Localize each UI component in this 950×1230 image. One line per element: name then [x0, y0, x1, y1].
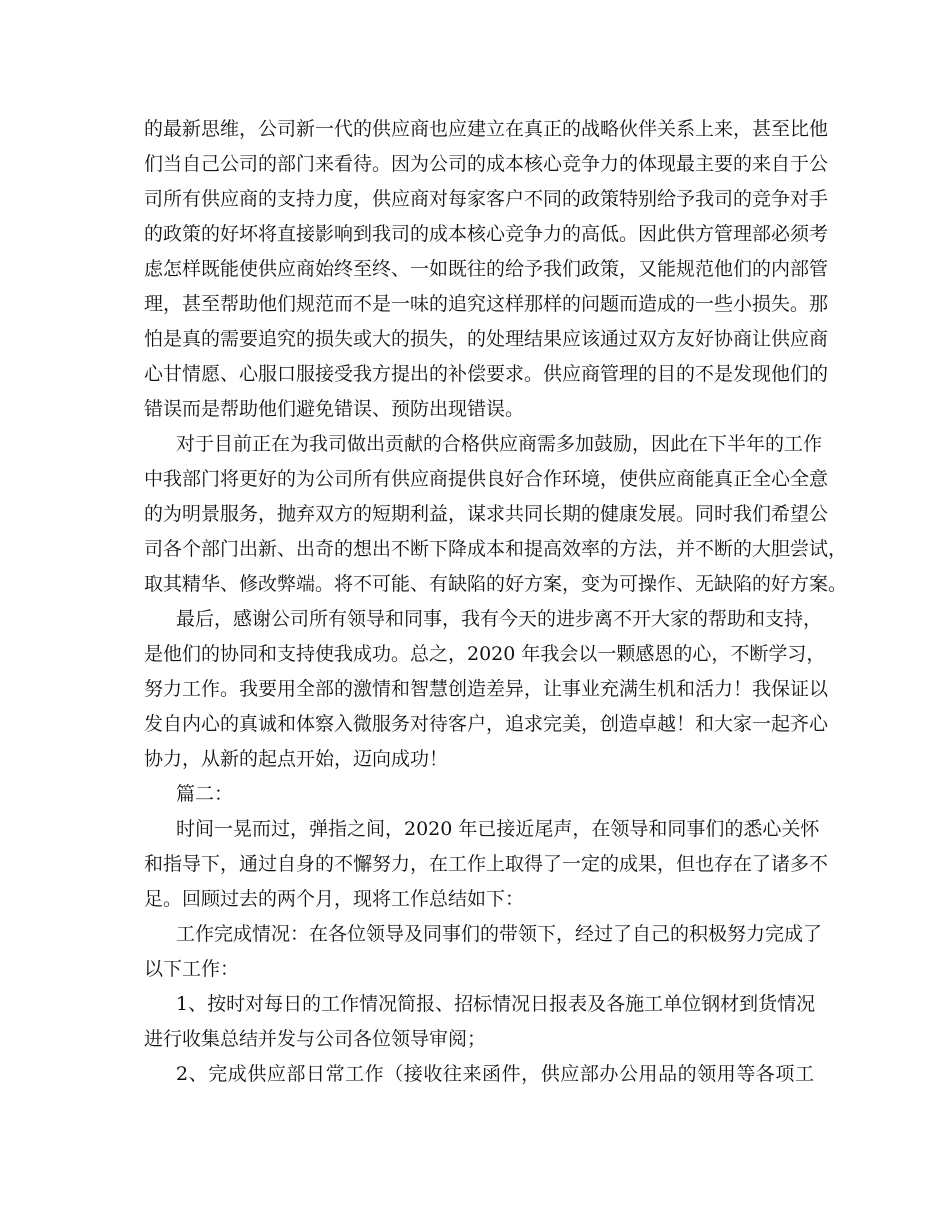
body-text-line: 取其精华、修改弊端。将不可能、有缺陷的好方案，变为可操作、无缺陷的好方案。	[144, 573, 848, 595]
body-text-line: 是他们的协同和支持使我成功。总之，2020 年我会以一颗感恩的心，不断学习，	[144, 643, 826, 665]
list-item-first-line: 2、完成供应部日常工作（接收往来函件，供应部办公用品的领用等各项工	[176, 1063, 814, 1085]
body-text-line: 中我部门将更好的为公司所有供应商提供良好合作环境，使供应商能真正全心全意	[144, 468, 829, 490]
paragraph-first-line: 对于目前正在为我司做出贡献的合格供应商需多加鼓励，因此在下半年的工作	[176, 433, 823, 455]
body-text-line: 的最新思维，公司新一代的供应商也应建立在真正的战略伙伴关系上来，甚至比他	[144, 118, 829, 140]
section-heading: 篇二：	[176, 783, 234, 805]
body-text-line: 虑怎样既能使供应商始终至终、一如既往的给予我们政策，又能规范他们的内部管	[144, 258, 829, 280]
paragraph-first-line: 时间一晃而过，弹指之间，2020 年已接近尾声，在领导和同事们的悉心关怀	[176, 818, 820, 840]
body-text-line: 怕是真的需要追究的损失或大的损失，的处理结果应该通过双方友好协商让供应商	[144, 328, 829, 350]
body-text-line: 司所有供应商的支持力度，供应商对每家客户不同的政策特别给予我司的竞争对手	[144, 188, 829, 210]
body-text-line: 错误而是帮助他们避免错误、预防出现错误。	[144, 398, 525, 420]
body-text-line: 和指导下，通过自身的不懈努力，在工作上取得了一定的成果，但也存在了诸多不	[144, 853, 829, 875]
body-text-line: 司各个部门出新、出奇的想出不断下降成本和提高效率的方法，并不断的大胆尝试，	[144, 538, 848, 560]
body-text-line: 协力，从新的起点开始，迈向成功！	[144, 748, 449, 770]
list-item-line: 进行收集总结并发与公司各位领导审阅；	[144, 1028, 487, 1050]
list-item-first-line: 1、按时对每日的工作情况简报、招标情况日报表及各施工单位钢材到货情况	[176, 993, 816, 1015]
body-text-line: 发自内心的真诚和体察入微服务对待客户，追求完美，创造卓越！和大家一起齐心	[144, 713, 829, 735]
body-text-line: 的为明景服务，抛弃双方的短期利益，谋求共同长期的健康发展。同时我们希望公	[144, 503, 829, 525]
body-text-line: 足。回顾过去的两个月，现将工作总结如下：	[144, 888, 525, 910]
paragraph-first-line: 工作完成情况：在各位领导及同事们的带领下，经过了自己的积极努力完成了	[176, 923, 823, 945]
body-text-line: 以下工作：	[144, 958, 240, 980]
body-text-line: 理，甚至帮助他们规范而不是一味的追究这样那样的问题而造成的一些小损失。那	[144, 293, 829, 315]
body-text-line: 的政策的好坏将直接影响到我司的成本核心竞争力的高低。因此供方管理部必须考	[144, 223, 829, 245]
body-text-line: 努力工作。我要用全部的激情和智慧创造差异，让事业充满生机和活力！我保证以	[144, 678, 829, 700]
body-text-line: 心甘情愿、心服口服接受我方提出的补偿要求。供应商管理的目的不是发现他们的	[144, 363, 829, 385]
body-text-line: 们当自己公司的部门来看待。因为公司的成本核心竞争力的体现最主要的来自于公	[144, 153, 829, 175]
paragraph-first-line: 最后，感谢公司所有领导和同事，我有今天的进步离不开大家的帮助和支持，	[176, 608, 823, 630]
